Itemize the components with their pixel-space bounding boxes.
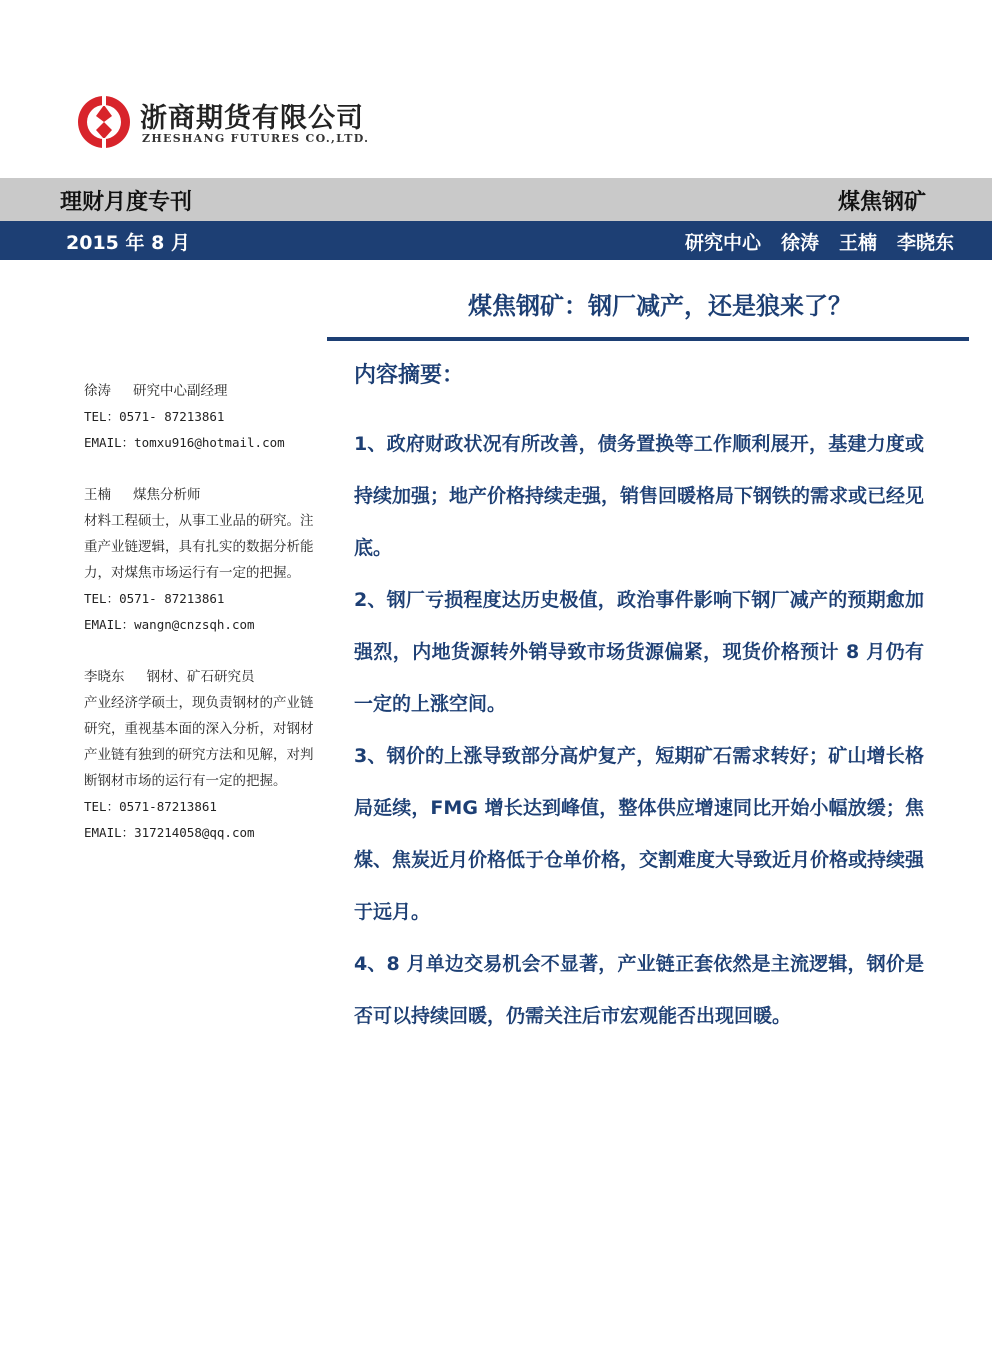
summary-point: 1、政府财政状况有所改善，债务置换等工作顺利展开，基建力度或持续加强；地产价格持续走强，销售回暖格局下钢铁的需求或已经见底。 [354, 433, 925, 559]
analyst-name-row [84, 378, 320, 404]
company-name-cn: 浙商期货有限公司 [140, 103, 364, 134]
analyst-name: 徐涛 [84, 383, 111, 399]
analyst-name: 王楠 [84, 487, 111, 503]
author-name: 李晓东 [896, 232, 954, 254]
analyst-bio: 产业经济学硕士，现负责钢材的产业链研究，重视基本面的深入分析，对钢材产业链有独到的研究方法和见解，对判断钢材市场的运行有一定的把握。 [84, 695, 314, 789]
analyst-card [84, 482, 320, 638]
analyst-name: 李晓东 [84, 669, 125, 685]
date-author-band [0, 221, 992, 260]
author-list [685, 228, 954, 255]
publication-band [0, 178, 992, 221]
analyst-bio: 材料工程硕士，从事工业品的研究。注重产业链逻辑，具有扎实的数据分析能力，对煤焦市场运行有一定的把握。 [84, 513, 314, 581]
content-summary [354, 360, 924, 1042]
analyst-tel: TEL：0571-87213861 [84, 799, 217, 814]
author-name: 王楠 [838, 232, 877, 254]
analyst-name-row [84, 664, 320, 690]
company-logo-mark-icon [76, 94, 132, 150]
analyst-email[interactable]: EMAIL：317214058@qq.com [84, 825, 255, 840]
analyst-email[interactable]: EMAIL：tomxu916@hotmail.com [84, 435, 285, 450]
summary-point: 4、8 月单边交易机会不显著，产业链正套依然是主流逻辑，钢价是否可以持续回暖，仍需关注后市宏观能否出现回暖。 [354, 953, 924, 1027]
analyst-role: 研究中心副经理 [133, 383, 228, 399]
report-date: 2015 年 8 月 [66, 232, 190, 254]
analyst-role: 钢材、矿石研究员 [146, 669, 255, 685]
analyst-tel: TEL：0571- 87213861 [84, 591, 225, 606]
author-dept: 研究中心 [684, 232, 761, 254]
report-category: 煤焦钢矿 [837, 190, 926, 215]
analyst-role: 煤焦分析师 [133, 487, 201, 503]
author-name: 徐涛 [780, 232, 819, 254]
summary-points [354, 418, 924, 1042]
report-title: 煤焦钢矿：钢厂减产，还是狼来了？ [468, 292, 852, 320]
publication-name: 理财月度专刊 [60, 190, 193, 215]
summary-point: 3、钢价的上涨导致部分高炉复产，短期矿石需求转好；矿山增长格局延续，FMG 增长达到峰值，整体供应增速同比开始小幅放缓；焦煤、焦炭近月价格低于仓单价格，交割难度大导致近月价格或持续强于远月。 [354, 745, 925, 923]
analyst-tel: TEL：0571- 87213861 [84, 409, 225, 424]
company-logo [76, 92, 370, 152]
analyst-sidebar [84, 378, 320, 872]
analyst-card [84, 664, 320, 846]
summary-point: 2、钢厂亏损程度达历史极值，政治事件影响下钢厂减产的预期愈加强烈，内地货源转外销导致市场货源偏紧，现货价格预计 8 月仍有一定的上涨空间。 [354, 589, 924, 715]
analyst-card [84, 378, 320, 456]
company-name-en: ZHESHANG FUTURES CO.,LTD. [142, 132, 370, 145]
title-divider [327, 337, 969, 341]
summary-heading: 内容摘要： [354, 363, 465, 388]
analyst-email[interactable]: EMAIL：wangn@cnzsqh.com [84, 617, 255, 632]
analyst-name-row [84, 482, 320, 508]
